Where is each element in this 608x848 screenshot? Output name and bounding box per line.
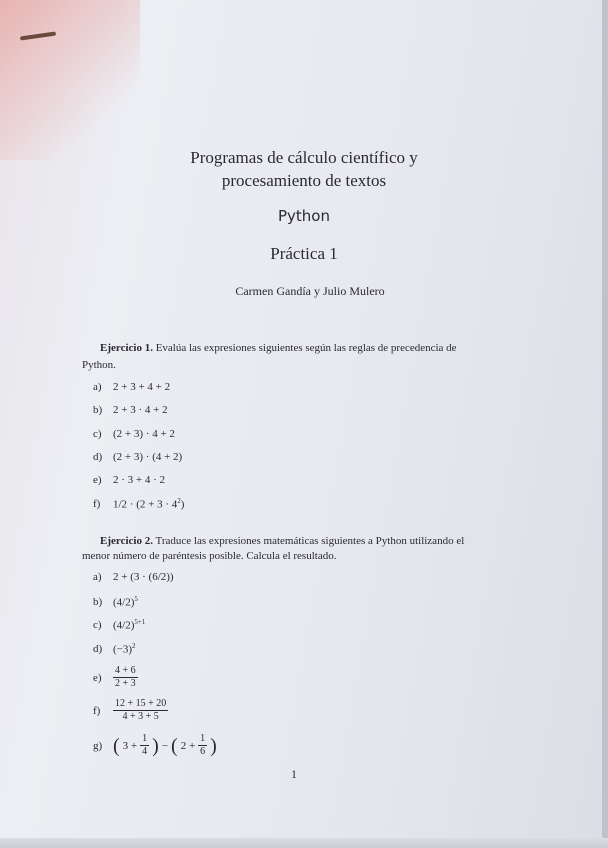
exercise1-heading [100,342,457,354]
list-item: d) $(-3)^2$ [93,642,136,656]
practice-title: Práctica 1 [270,244,338,263]
list-item: b) $(4/2)^5$ [93,595,138,609]
fraction: $\frac{4 + 6}{2 + 3}$ [115,665,136,689]
title-line2: procesamiento de textos [221,171,387,190]
authors: Carmen Gandía y Julio Mulero [235,284,385,298]
list-item: d) (2 + 3) · (4 + 2) [93,451,183,463]
list-item: b) 2 + 3 · 4 + 2 [93,404,168,416]
list-item: f) $\frac{12 + 15 + 20}{4 + 3 + 5}$ [93,698,167,722]
list-item: c) $(4/2)^{5+1}$ [93,618,146,632]
paper-bottom [0,838,608,848]
paper-shadow [0,0,140,160]
exercise1-label: Ejercicio 1. [100,342,153,354]
exercise2-text-cont: menor número de paréntesis posible. Calcula el resultado. [82,550,337,562]
list-item: c) (2 + 3) · 4 + 2 [93,428,175,440]
exercise2-label: Ejercicio 2. [100,535,153,547]
list-item: e) $\frac{4 + 6}{2 + 3}$ [93,665,136,689]
fraction: $\frac{1}{4}$ [142,733,148,757]
page-number: 1 [291,767,297,781]
title-line1: Programas de cálculo científico y [190,148,418,167]
list-item: g) ( 3 + $\frac{1}{4}$ ) − ( 2 + $\frac{1}{6}$ ) [93,733,217,757]
list-item: e) 2 · 3 + 4 · 2 [93,474,166,486]
exercise2-heading [100,535,464,547]
exercise1-text: Evalúa las expresiones siguientes según las reglas de precedencia de [155,342,457,354]
fraction: $\frac{12 + 15 + 20}{4 + 3 + 5}$ [115,698,167,722]
list-item: f) $1/2 \cdot (2 + 3 \cdot 4^2)$ [93,497,185,511]
fraction: $\frac{1}{6}$ [200,733,206,757]
exercise2-text: Traduce las expresiones matemáticas siguientes a Python utilizando el [155,535,465,547]
paper-edge [602,0,608,848]
subject: Python [278,207,330,225]
exercise1-text-cont: Python. [82,359,116,371]
list-item: a) 2 + (3 · (6/2)) [93,571,174,583]
list-item: a) 2 + 3 + 4 + 2 [93,381,171,393]
